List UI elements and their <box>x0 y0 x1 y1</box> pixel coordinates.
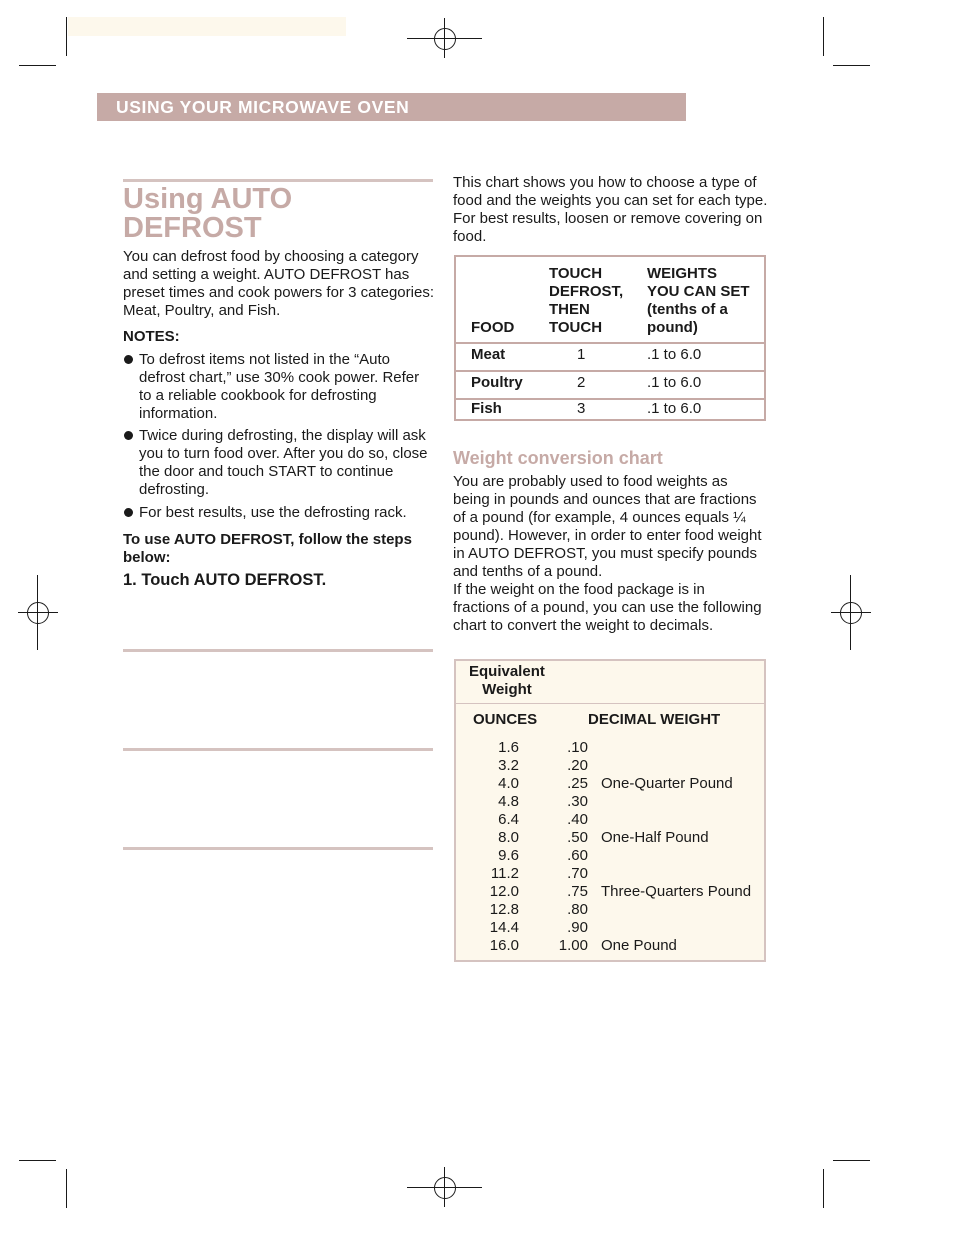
header-line: pound) <box>647 319 698 336</box>
header-line: (tenths of a <box>647 301 728 318</box>
weights-cell: .1 to 6.0 <box>647 346 702 363</box>
ounces-cell: 12.8 <box>489 901 519 918</box>
table-row <box>456 919 764 937</box>
ounces-cell: 11.2 <box>490 865 519 882</box>
divider <box>123 649 433 652</box>
registration-line <box>37 575 38 650</box>
note-item: Twice during defrosting, the display will ask you to turn food over. After you do so, close the door and touch START to continue defrosting. <box>139 427 428 498</box>
decimal-cell: .90 <box>567 919 588 936</box>
ounces-cell: 12.0 <box>489 883 519 900</box>
weights-cell: .1 to 6.0 <box>647 400 702 417</box>
decimal-cell: .20 <box>567 757 588 774</box>
ounces-cell: 9.6 <box>498 847 519 864</box>
divider <box>123 847 433 850</box>
table-row <box>456 937 764 955</box>
weight-conversion-table <box>454 659 766 962</box>
header-line: TOUCH <box>549 319 603 336</box>
food-cell: Meat <box>471 346 506 363</box>
table-row <box>456 901 764 919</box>
divider <box>123 179 433 182</box>
weight-conversion-heading: Weight conversion chart <box>453 448 663 468</box>
page-title-line1: Using AUTO <box>123 183 293 215</box>
registration-mark-icon <box>434 1177 456 1199</box>
header-line: Equivalent <box>469 663 545 680</box>
ounces-cell: 3.2 <box>498 757 519 774</box>
column-header-food: FOOD <box>471 319 515 336</box>
table-row <box>456 400 764 426</box>
note-item: For best results, use the defrosting rack. <box>139 504 407 521</box>
section-header-bar <box>97 93 686 121</box>
crop-mark <box>66 1169 67 1208</box>
touch-cell: 2 <box>577 374 586 391</box>
weight-label-cell: One-Quarter Pound <box>601 775 733 792</box>
decimal-cell: .80 <box>567 901 588 918</box>
steps-intro: To use AUTO DEFROST, follow the steps below: <box>123 531 412 566</box>
header-line: TOUCH <box>549 265 603 282</box>
page-title-line2: DEFROST <box>123 212 262 244</box>
header-line: Weight <box>482 681 532 698</box>
crop-mark <box>19 65 56 66</box>
page-title <box>123 185 433 243</box>
column-header-weights <box>647 265 750 337</box>
decimal-cell: .70 <box>567 865 588 882</box>
header-line: YOU CAN SET <box>647 283 750 300</box>
conversion-text-2: If the weight on the food package is in fractions of a pound, you can use the following chart to convert the weight to decimals. <box>453 581 762 634</box>
decimal-cell: 1.00 <box>558 937 588 954</box>
registration-mark-icon <box>434 28 456 50</box>
ounces-cell: 6.4 <box>498 811 519 828</box>
weights-cell: .1 to 6.0 <box>647 374 702 391</box>
weight-label-cell: One-Half Pound <box>601 829 709 846</box>
ounces-cell: 8.0 <box>498 829 519 846</box>
crop-mark <box>66 17 67 56</box>
header-line: WEIGHTS <box>647 265 717 282</box>
table-row <box>456 865 764 883</box>
touch-cell: 3 <box>577 400 586 417</box>
touch-cell: 1 <box>577 346 586 363</box>
registration-line <box>444 1167 445 1207</box>
registration-line <box>18 612 58 613</box>
chart-intro-paragraph: This chart shows you how to choose a type of food and the weights you can set for each type. For best results, loosen or remove covering on food. <box>453 174 768 245</box>
registration-mark-icon <box>27 602 49 624</box>
table-row <box>456 847 764 865</box>
decimal-cell: .50 <box>567 829 588 846</box>
equivalent-weight-header <box>469 663 545 699</box>
weight-label-cell: One Pound <box>601 937 677 954</box>
ounces-cell: 14.4 <box>489 919 519 936</box>
decimal-cell: .25 <box>567 775 588 792</box>
table-header <box>456 257 764 344</box>
ounces-cell: 4.0 <box>498 775 519 792</box>
header-line: THEN <box>549 301 590 318</box>
table-row <box>456 775 764 793</box>
table-row <box>456 344 764 372</box>
ounces-cell: 1.6 <box>498 739 519 756</box>
table-row <box>456 883 764 901</box>
conversion-text-1: You are probably used to food weights as being in pounds and ounces that are fractions of a pound (for example, 4 ounces equals ¼ pound). However, in order to enter food weight in AUTO DEFROST, you must specify pounds and tenths of a pound. <box>453 473 762 580</box>
weight-label-cell: Three-Quarters Pound <box>601 883 752 900</box>
table-row <box>456 372 764 400</box>
registration-mark-icon <box>840 602 862 624</box>
ounces-cell: 4.8 <box>498 793 519 810</box>
registration-line <box>444 18 445 58</box>
auto-defrost-table <box>454 255 766 421</box>
decimal-cell: .75 <box>567 883 588 900</box>
crop-mark <box>833 65 870 66</box>
table-row <box>456 793 764 811</box>
decimal-cell: .30 <box>567 793 588 810</box>
bullet-icon <box>123 508 133 518</box>
step-1: 1. Touch AUTO DEFROST. <box>123 571 327 589</box>
bullet-icon <box>123 355 133 365</box>
note-item: To defrost items not listed in the “Auto defrost chart,” use 30% cook power. Refer to a reliable cookbook for defrosting information. <box>139 351 420 422</box>
table-row <box>456 811 764 829</box>
crop-mark <box>823 17 824 56</box>
decimal-cell: .10 <box>567 739 588 756</box>
table-row <box>456 757 764 775</box>
section-title: USING YOUR MICROWAVE OVEN <box>116 97 410 117</box>
column-header-ounces: OUNCES <box>473 711 538 728</box>
notes-heading: NOTES: <box>123 328 180 345</box>
conversion-paragraph <box>453 473 763 635</box>
ounces-cell: 16.0 <box>489 937 519 954</box>
divider <box>123 748 433 751</box>
column-header-touch <box>549 265 623 337</box>
decimal-cell: .60 <box>567 847 588 864</box>
decimal-cell: .40 <box>567 811 588 828</box>
header-line: DEFROST, <box>549 283 624 300</box>
table-row <box>456 829 764 847</box>
corner-tint <box>68 17 346 36</box>
table-row <box>456 739 764 757</box>
registration-line <box>850 575 851 650</box>
crop-mark <box>833 1160 870 1161</box>
intro-paragraph: You can defrost food by choosing a category and setting a weight. AUTO DEFROST has preset times and cook powers for 3 categories: Meat, Poultry, and Fish. <box>123 248 434 319</box>
crop-mark <box>823 1169 824 1208</box>
column-header-decimal: DECIMAL WEIGHT <box>588 711 721 728</box>
registration-line <box>831 612 871 613</box>
food-cell: Poultry <box>471 374 523 391</box>
food-cell: Fish <box>471 400 502 417</box>
divider <box>456 703 764 704</box>
crop-mark <box>19 1160 56 1161</box>
bullet-icon <box>123 431 133 441</box>
